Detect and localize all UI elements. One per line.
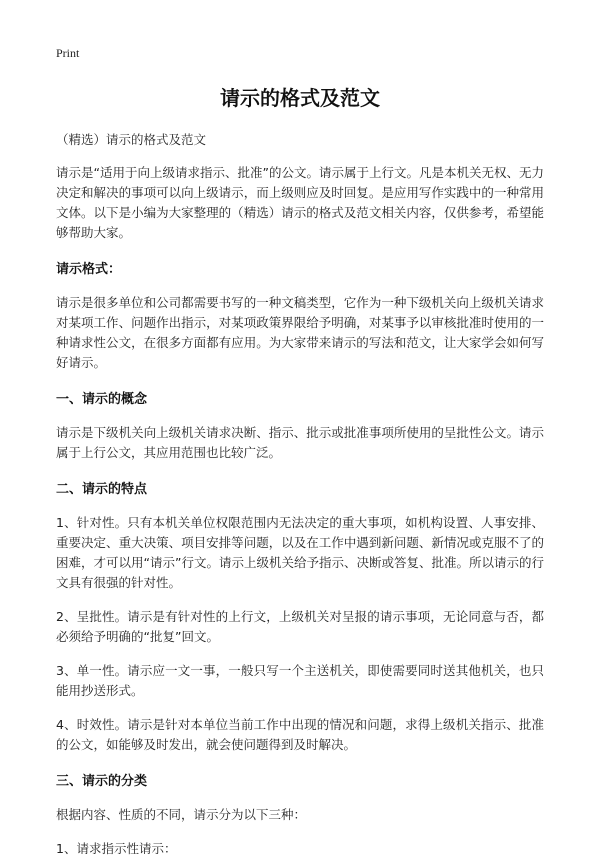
type-instruction-item: 1、请求指示性请示：: [56, 841, 177, 856]
feature-single-paragraph: 3、单一性。请示应一文一事，一般只写一个主送机关，即使需要同时送其他机关，也只能用抄送形式。: [56, 663, 544, 698]
section-concept-paragraph: 请示是下级机关向上级机关请求决断、指示、批示或批准事项所使用的呈批性公文。请示属于上行公文，其应用范围也比较广泛。: [56, 425, 544, 460]
feature-timely-paragraph: 4、时效性。请示是针对本单位当前工作中出现的情况和问题，求得上级机关指示、批准的公文，如能够及时发出，就会使问题得到及时解决。: [56, 717, 544, 752]
section-types-paragraph: 根据内容、性质的不同，请示分为以下三种：: [56, 807, 307, 822]
section-types-heading: 三、请示的分类: [56, 774, 148, 789]
intro-paragraph: 请示是“适用于向上级请求指示、批准”的公文。请示属于上行文。凡是本机关无权、无力决定和解决的事项可以向上级请示，而上级则应及时回复。是应用写作实践中的一种常用文体。以下是小编为大家整理的（精选）请示的格式及范文相关内容，仅供参考，希望能够帮助大家。: [56, 165, 544, 240]
format-heading: 请示格式：: [56, 262, 122, 277]
page-title: 请示的格式及范文: [220, 86, 380, 110]
print-link[interactable]: Print: [56, 46, 80, 60]
feature-approval-paragraph: 2、呈批性。请示是有针对性的上行文，上级机关对呈报的请示事项，无论同意与否，都必须给予明确的“批复”回文。: [56, 609, 544, 644]
section-concept-heading: 一、请示的概念: [56, 392, 148, 407]
document-subtitle: （精选）请示的格式及范文: [56, 132, 207, 147]
format-paragraph: 请示是很多单位和公司都需要书写的一种文稿类型，它作为一种下级机关向上级机关请求对某项工作、问题作出指示，对某项政策界限给予明确，对某事予以审核批准时使用的一种请求性公文，在很多方面都有应用。为大家带来请示的写法和范文，让大家学会如何写好请示。: [56, 295, 544, 370]
section-features-heading: 二、请示的特点: [56, 482, 148, 497]
feature-targeted-paragraph: 1、针对性。只有本机关单位权限范围内无法决定的重大事项，如机构设置、人事安排、重要决定、重大决策、项目安排等问题，以及在工作中遇到新问题、新情况或克服不了的困难，才可以用“请示”行文。请示上级机关给予指示、决断或答复、批准。所以请示的行文具有很强的针对性。: [56, 515, 544, 590]
